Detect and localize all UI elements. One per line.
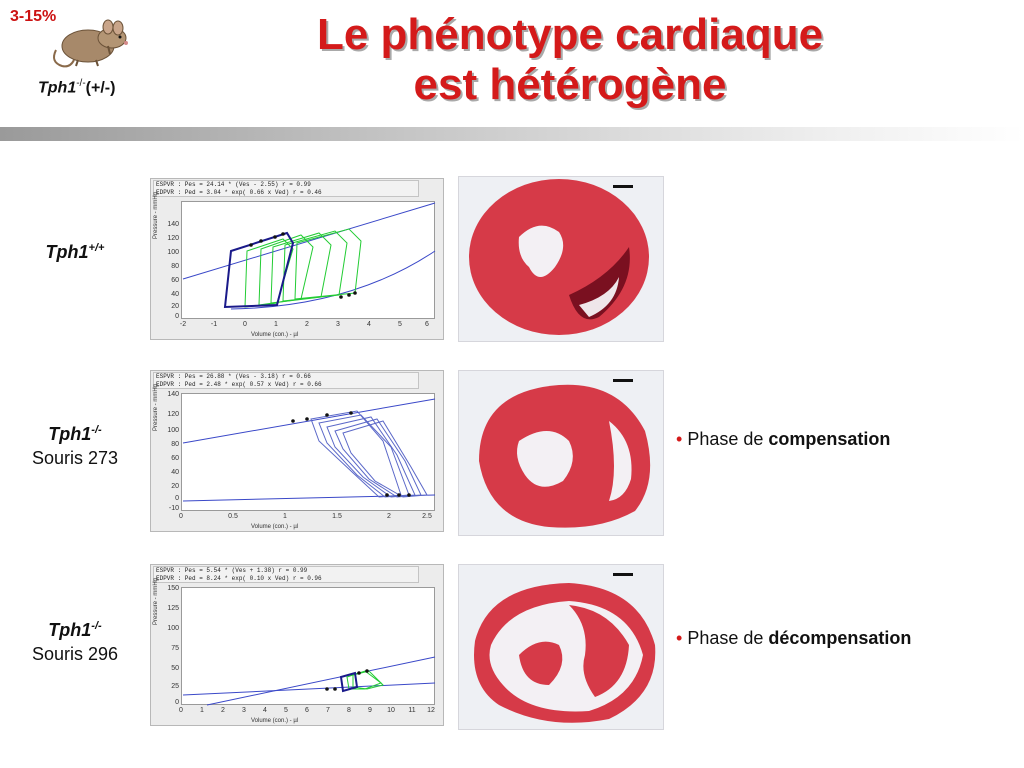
x-axis-label: Volume (con.) - µl <box>251 332 299 338</box>
pv-loop-graph-souris-273: ESPVR : Pes = 26.88 * (Ves - 3.18) r = 0.66 EDPVR : Ped = 2.48 * exp( 0.57 x Ved) r = 0.66 Pressure - mmHg Volume (con.) - µl 140 120 100 80 60 40 20 0 -10 0 0.5 1 1.5 2 2.5 <box>150 370 444 532</box>
histology-heart-souris-296 <box>458 564 664 730</box>
histology-heart-souris-273 <box>458 370 664 536</box>
pv-loops <box>151 371 445 533</box>
scale-bar <box>613 379 633 382</box>
x-axis-label: Volume (con.) - µl <box>251 718 299 724</box>
graph-header: ESPVR : Pes = 5.54 * (Ves + 1.38) r = 0.99 EDPVR : Ped = 8.24 * exp( 0.10 x Ved) r = 0.96 <box>153 566 419 583</box>
espvr-line <box>183 203 435 279</box>
pv-loop-graph-wildtype: ESPVR : Pes = 24.14 * (Ves - 2.55) r = 0.99 EDPVR : Ped = 3.04 * exp( 0.66 x Ved) r = 0.46 Pressure - mmHg Volume (con.) - µl 140 120 100 80 60 40 20 0 -2 -1 0 1 2 3 4 5 6 <box>150 178 444 340</box>
espvr-line <box>183 399 435 443</box>
y-axis-label: Pressure - mmHg <box>153 191 159 239</box>
pv-loops <box>151 565 445 727</box>
row-label-souris-273: Tph1-/- Souris 273 <box>31 424 119 468</box>
mouse-genotype-label: Tph1-/-(+/-) <box>38 78 116 97</box>
edpvr-line <box>183 683 435 695</box>
blue-loop <box>341 673 357 691</box>
phase-compensation: • Phase de compensation <box>676 429 891 449</box>
x-axis-label: Volume (con.) - µl <box>251 524 299 530</box>
slide-title: Le phénotype cardiaque est hétérogène <box>316 10 824 109</box>
scale-bar <box>613 185 633 188</box>
edpvr-curve <box>231 251 435 309</box>
bullet-icon: • <box>676 628 683 648</box>
row-label-wildtype: Tph1+/+ <box>45 242 105 262</box>
y-axis-label: Pressure - mmHg <box>153 383 159 431</box>
phase-decompensation: • Phase de décompensation <box>676 628 912 648</box>
percentage-badge: 3-15% <box>10 8 57 25</box>
blue-loops <box>311 411 427 497</box>
bullet-icon: • <box>676 429 683 449</box>
scale-bar <box>613 573 633 576</box>
pv-loops <box>151 179 445 341</box>
graph-header: ESPVR : Pes = 24.14 * (Ves - 2.55) r = 0.99 EDPVR : Ped = 3.04 * exp( 0.66 x Ved) r = 0.46 <box>153 180 419 197</box>
pv-loop-graph-souris-296: ESPVR : Pes = 5.54 * (Ves + 1.38) r = 0.99 EDPVR : Ped = 8.24 * exp( 0.10 x Ved) r = 0.96 Pressure - mmHg Volume (con.) - µl 150 125 100 75 50 25 0 0 1 2 3 4 5 6 7 8 9 10 11 12 <box>150 564 444 726</box>
espvr-line <box>207 657 435 705</box>
endpoint-markers <box>291 411 411 497</box>
graph-header: ESPVR : Pes = 26.88 * (Ves - 3.18) r = 0.66 EDPVR : Ped = 2.48 * exp( 0.57 x Ved) r = 0.66 <box>153 372 419 389</box>
histology-heart-wildtype <box>458 176 664 342</box>
y-axis-label: Pressure - mmHg <box>153 577 159 625</box>
header-divider-band <box>0 127 1024 141</box>
mouse-illustration <box>48 10 134 72</box>
row-label-souris-296: Tph1-/- Souris 296 <box>31 620 119 664</box>
